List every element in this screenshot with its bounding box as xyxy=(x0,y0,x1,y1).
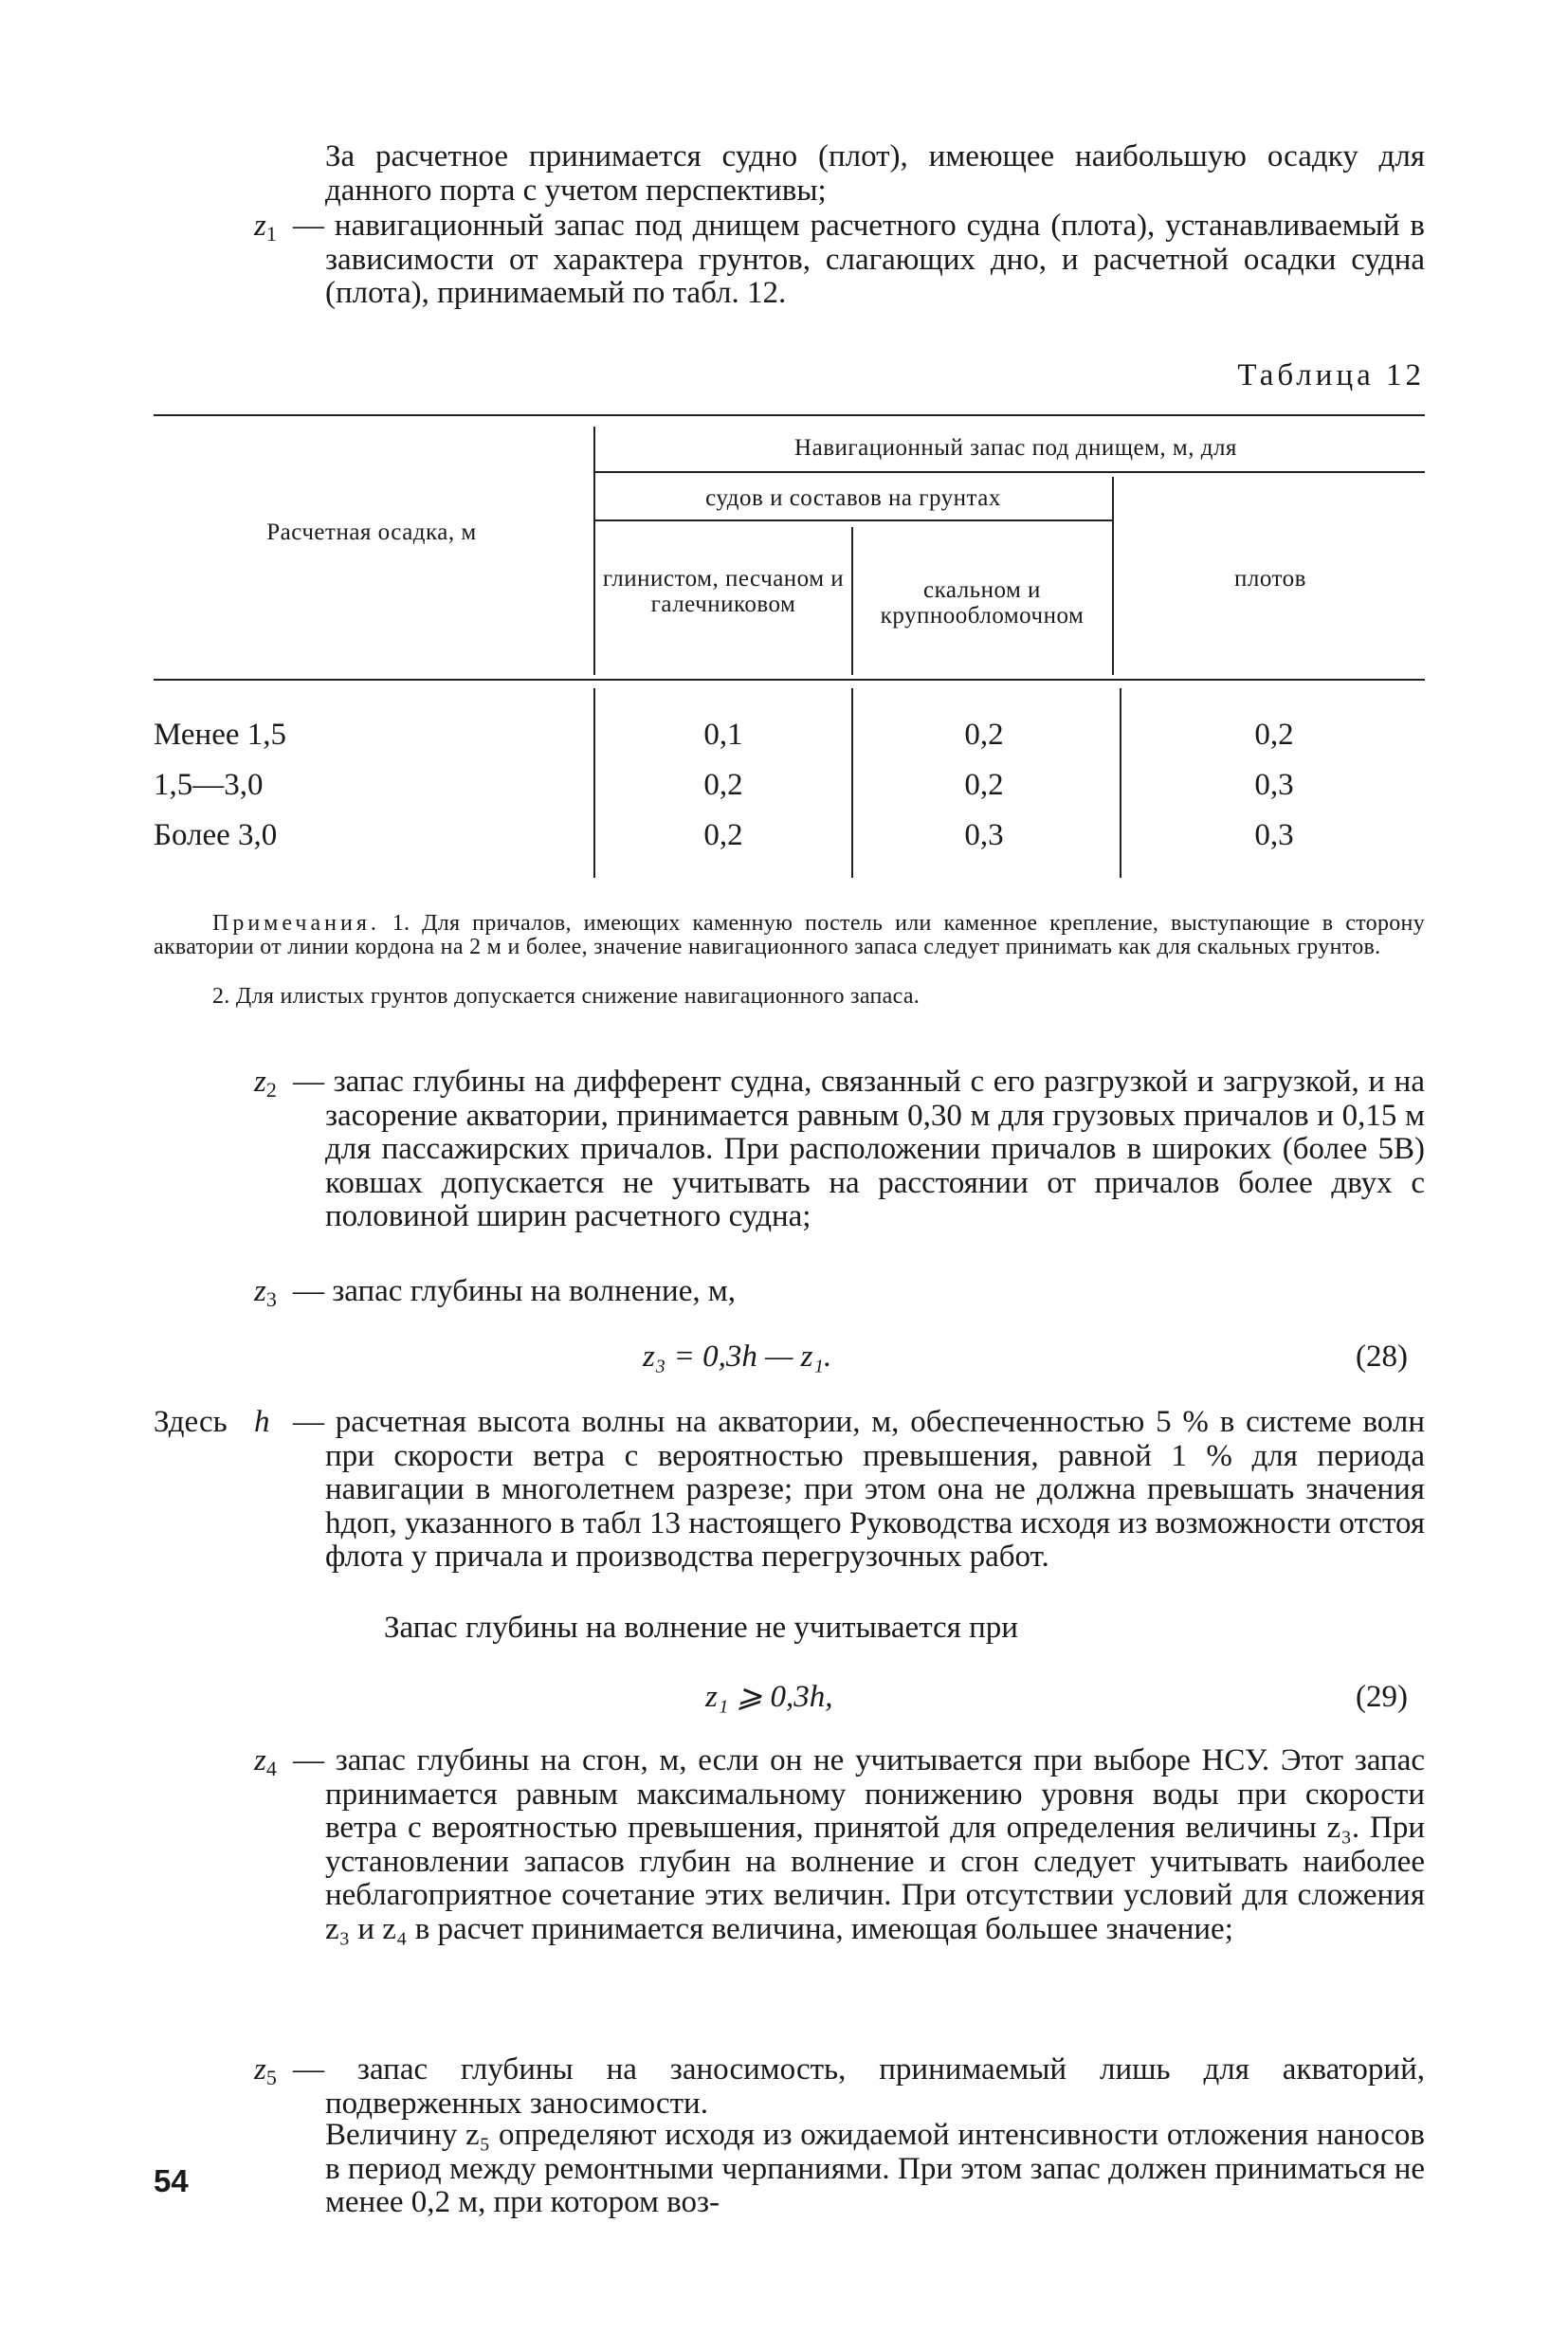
table-title: Таблица 12 xyxy=(1237,358,1425,392)
row3-rafts: 0,3 xyxy=(1254,818,1294,852)
header-subgroup: судов и составов на грунтах xyxy=(705,485,1001,511)
row2-rafts: 0,3 xyxy=(1254,768,1294,802)
h-symbol: h xyxy=(254,1405,270,1439)
z1-symbol xyxy=(254,210,277,251)
subgroup-header-rule xyxy=(595,519,1112,521)
row2-rock: 0,2 xyxy=(964,768,1004,802)
table-note-2: 2. Для илистых грунтов допускается снижение навигационного запаса. xyxy=(212,984,921,1009)
col-divider-2-body xyxy=(851,688,853,878)
intro-text: За расчетное принимается судно (плот), имеющее наибольшую осадку для данного порта с учетом перспективы; xyxy=(325,139,1425,208)
z3-letter: z xyxy=(254,1274,266,1308)
table-note-1 xyxy=(154,912,1425,959)
col-divider-1-body xyxy=(593,688,595,878)
row3-clay: 0,2 xyxy=(703,818,743,852)
row3-rock: 0,3 xyxy=(964,818,1004,852)
group-header-rule xyxy=(595,471,1425,473)
z5-letter: z xyxy=(254,2052,266,2087)
header-group: Навигационный запас под днищем, м, для xyxy=(794,435,1237,461)
z2-subscript: 2 xyxy=(265,1078,277,1102)
h-definition xyxy=(293,1405,1425,1575)
z2-letter: z xyxy=(254,1065,266,1099)
z2-text: — запас глубины на дифферент судна, связанный с его разгрузкой и загрузкой, и на засорение акватории, принимается равным 0,30 м для грузовых причалов и 0,15 м для пассажирских причалов. При расположении причалов в широких (более 5В) ковшах допускается не учитывать на расстоянии от причалов более двух с половиной ширин расчетного судна; xyxy=(293,1065,1425,1233)
z5-symbol xyxy=(254,2053,277,2095)
z5-subscript: 5 xyxy=(265,2066,277,2089)
page-number: 54 xyxy=(154,2163,189,2198)
z5-text: — запас глубины на заносимость, принимаемый лишь для акваторий, подверженных заносимости. xyxy=(293,2052,1425,2121)
note-1-text: 1. Для причалов, имеющих каменную постель или каменное крепление, выступающие в сторону акватории от линии кордона на 2 м и более, значение навигационного запаса следует принимать как для скальных грунтов. xyxy=(154,911,1425,959)
final-paragraph xyxy=(325,2119,1425,2220)
row1-clay: 0,1 xyxy=(703,718,743,752)
z1-subscript: 1 xyxy=(265,222,277,246)
formula-29: z₁ ⩾ 0,3h, xyxy=(705,1680,833,1714)
formula-28: z₃ = 0,3h — z₁. xyxy=(643,1340,832,1374)
formula-28-number: (28) xyxy=(1356,1340,1408,1374)
z4-letter: z xyxy=(254,1743,266,1777)
z1-letter: z xyxy=(254,209,266,243)
z4-definition xyxy=(293,1743,1425,1946)
z3-text: — запас глубины на волнение, м, xyxy=(293,1274,736,1308)
z3-definition xyxy=(293,1274,1425,1309)
table-header-bottom-rule xyxy=(154,679,1425,681)
col-divider-2-header xyxy=(851,527,853,675)
col-divider-3-header xyxy=(1112,477,1114,675)
z3-symbol xyxy=(254,1275,277,1317)
z4-text: — запас глубины на сгон, м, если он не учитывается при выборе НСУ. Этот запас принимается равным максимальному понижению уровня воды при скорости ветра с вероятностью превышения, принятой для определения величины z₃. При установлении запасов глубин на волнение и сгон следует учитывать наиболее неблагоприятное сочетание этих величин. При отсутствии условий для сложения z₃ и z₄ в расчет принимается величина, имеющая большее значение; xyxy=(293,1743,1425,1946)
header-rafts: плотов xyxy=(1234,566,1306,592)
z2-symbol xyxy=(254,1066,277,1107)
table-top-rule xyxy=(154,414,1425,416)
h-text: — расчетная высота волны на акватории, м, обеспеченностью 5 % в системе волн при скорости ветра с вероятностью превышения, равной 1 % для периода навигации в многолетнем разрезе; при этом она не должна превышать значения hдоп, указанного в табл 13 настоящего Руководства исходя из возможности отстоя флота у причала и производства перегрузочных работ. xyxy=(293,1405,1425,1574)
z4-symbol xyxy=(254,1744,277,1786)
formula-29-number: (29) xyxy=(1356,1680,1408,1714)
row2-clay: 0,2 xyxy=(703,768,743,802)
row-label-2: 1,5—3,0 xyxy=(154,768,264,802)
header-draft: Расчетная осадка, м xyxy=(266,519,477,545)
col-divider-1-header xyxy=(593,427,595,675)
notes-prefix: Примечания. xyxy=(212,911,380,936)
row-label-3: Более 3,0 xyxy=(154,818,278,852)
z1-definition xyxy=(293,209,1425,311)
z2-definition xyxy=(293,1065,1425,1234)
row-label-1: Менее 1,5 xyxy=(154,718,287,752)
header-rock: скальном и крупнообломочном xyxy=(880,577,1085,629)
z5-definition xyxy=(293,2052,1425,2121)
final-paragraph-text: Величину z₅ определяют исходя из ожидаемой интенсивности отложения наносов в период между ремонтными черпаниями. При этом запас должен приниматься не менее 0,2 м, при котором воз- xyxy=(325,2118,1425,2219)
row1-rock: 0,2 xyxy=(964,718,1004,752)
intro-paragraph xyxy=(325,140,1425,208)
wave-note-text: Запас глубины на волнение не учитывается при xyxy=(384,1611,1018,1645)
z3-subscript: 3 xyxy=(265,1287,277,1311)
z1-text: — навигационный запас под днищем расчетного судна (плота), устанавливаемый в зависимости от характера грунтов, слагающих дно, и расчетной осадки судна (плота), принимаемый по табл. 12. xyxy=(293,209,1425,310)
header-clay: глинистом, песчаном и галечниковом xyxy=(602,566,845,617)
wave-note xyxy=(384,1612,1425,1646)
col-divider-3-body xyxy=(1120,688,1121,878)
z4-subscript: 4 xyxy=(265,1757,277,1780)
zdes-prefix: Здесь xyxy=(154,1405,228,1439)
row1-rafts: 0,2 xyxy=(1254,718,1294,752)
